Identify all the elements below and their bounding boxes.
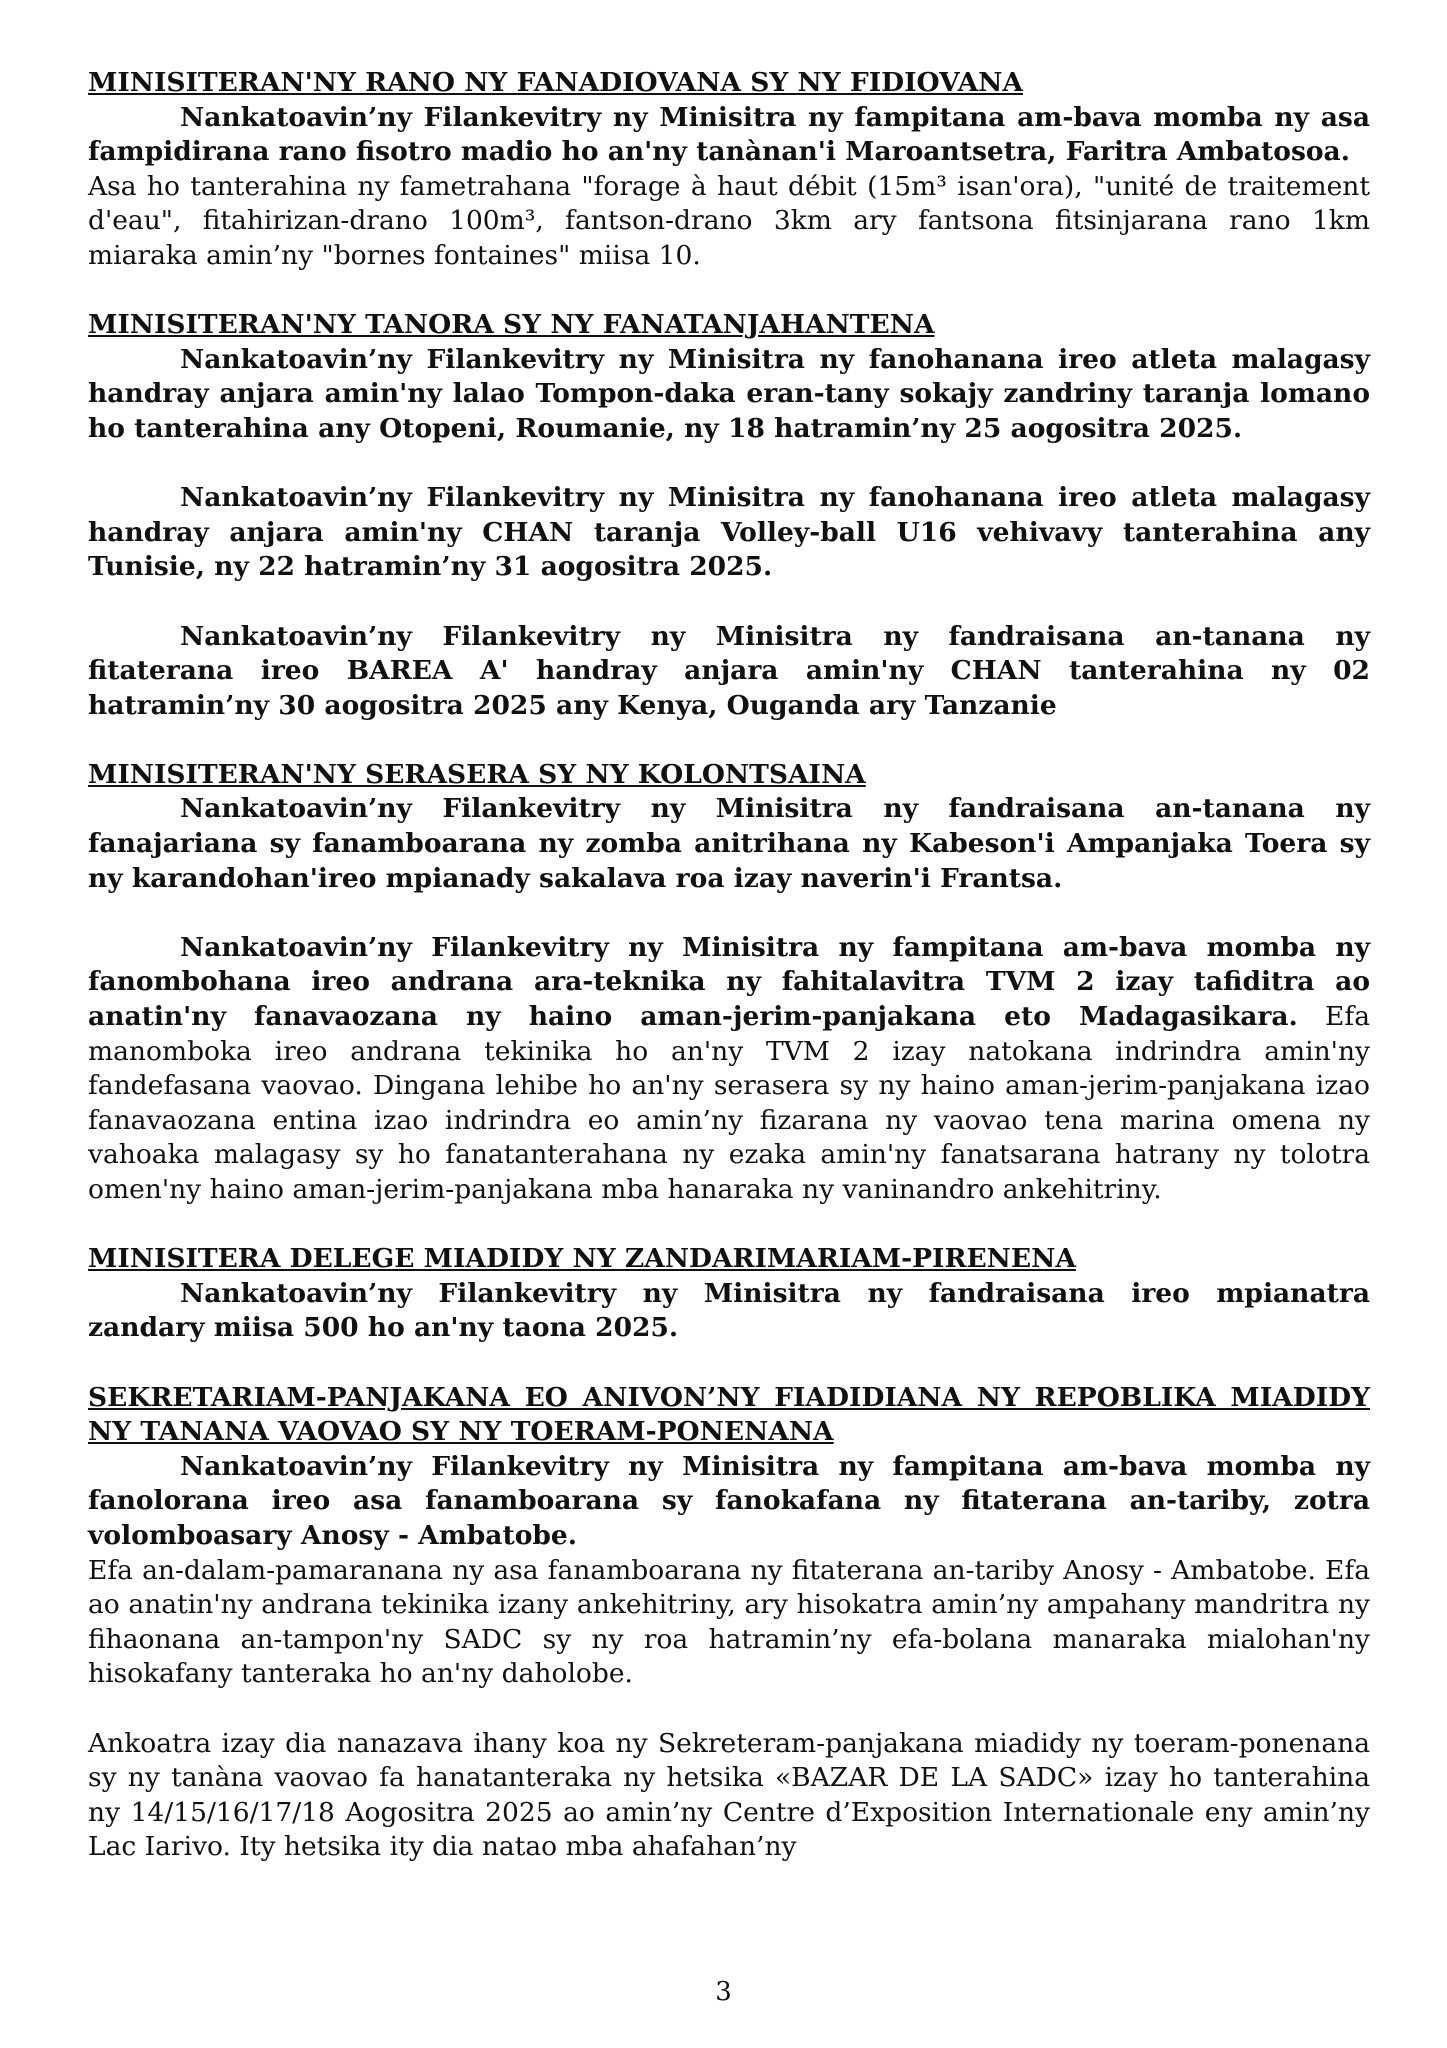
section-heading-serasera: MINISITERAN'NY SERASERA SY NY KOLONTSAINA (88, 758, 866, 790)
paragraph: Efa an-dalam-pamaranana ny asa fanamboarana ny fitaterana an-tariby Anosy - Ambatobe. Efa ao anatin'ny andrana tekinika izany ankehitriny, ary hisokatra amin’ny ampahany mandritra ny fihaonana an-tampon'ny SADC sy ny roa hatramin’ny efa-bolana manaraka mialohan'ny hisokafany tanteraka ho an'ny daholobe. (88, 1554, 1370, 1690)
spacer (88, 1208, 1370, 1243)
spacer (88, 585, 1370, 620)
paragraph: Ankoatra izay dia nanazava ihany koa ny Sekreteram-panjakana miadidy ny toeram-ponenana sy ny tanàna vaovao fa hanatanteraka ny hetsika «BAZAR DE LA SADC» izay ho tanterahina ny 14/15/16/17/18 Aogositra 2025 ao amin’ny Centre d’Exposition Internationale eny amin’ny Lac Iarivo. Ity hetsika ity dia natao mba ahafahan’ny (88, 1727, 1370, 1863)
section-heading-zandarimariam: MINISITERA DELEGE MIADIDY NY ZANDARIMARIAM-PIRENENA (88, 1243, 1076, 1275)
paragraph: Nankatoavin’ny Filankevitry ny Minisitra ny fandraisana an-tanana ny fanajariana sy fanamboarana ny zomba anitrihana ny Kabeson'i Ampanjaka Toera sy ny karandohan'ireo mpianady sakalava roa izay naverin'i Frantsa. (88, 793, 1370, 894)
paragraph: Nankatoavin’ny Filankevitry ny Minisitra ny fampitana am-bava momba ny asa fampidirana rano fisotro madio ho an'ny tanànan'i Maroantsetra, Faritra Ambatosoa. (88, 101, 1370, 168)
spacer (88, 274, 1370, 309)
paragraph-normal-part: Efa manomboka ireo andrana tekinika ho an'ny TVM 2 izay natokana indrindra amin'ny fandefasana vaovao. Dingana lehibe ho an'ny serasera sy ny haino aman-jerim-panjakana izao fanavaozana entina izao indrindra eo amin’ny fizarana ny vaovao tena marina omena ny vahoaka malagasy sy ho fanatanterahana ny ezaka amin'ny fanatsarana hatrany ny tolotra omen'ny haino aman-jerim-panjakana mba hanaraka ny vaninandro ankehitriny. (88, 1001, 1370, 1205)
paragraph: Nankatoavin’ny Filankevitry ny Minisitra ny fampitana am-bava momba ny fanolorana ireo asa fanamboarana sy fanokafana ny fitaterana an-tariby, zotra volomboasary Anosy - Ambatobe. (88, 1450, 1370, 1551)
section-heading-sekretariam: SEKRETARIAM-PANJAKANA EO ANIVON’NY FIADIDIANA NY REPOBLIKA MIADIDY NY TANANA VAOVAO SY NY TOERAM-PONENANA (88, 1381, 1370, 1448)
spacer (88, 1346, 1370, 1381)
document-page (88, 66, 1370, 1865)
paragraph: Nankatoavin’ny Filankevitry ny Minisitra ny fanohanana ireo atleta malagasy handray anjara amin'ny CHAN taranja Volley-ball U16 vehivavy tanterahina any Tunisie, ny 22 hatramin’ny 31 aogositra 2025. (88, 482, 1370, 583)
spacer (88, 723, 1370, 758)
paragraph-mixed (88, 931, 1370, 1208)
paragraph-bold-part: Nankatoavin’ny Filankevitry ny Minisitra ny fampitana am-bava momba ny fanombohana ireo andrana ara-teknika ny fahitalavitra TVM 2 izay tafiditra ao anatin'ny fanavaozana ny haino aman-jerim-panjakana eto Madagasikara. (88, 931, 1370, 1033)
section-heading-tanora: MINISITERAN'NY TANORA SY NY FANATANJAHANTENA (88, 309, 935, 341)
spacer (88, 1692, 1370, 1727)
paragraph: Asa ho tanterahina ny fametrahana "forage à haut débit (15m³ isan'ora), "unité de traitement d'eau", fitahirizan-drano 100m³, fantson-drano 3km ary fantsona fitsinjarana rano 1km miaraka amin’ny "bornes fontaines" miisa 10. (88, 170, 1370, 271)
paragraph: Nankatoavin’ny Filankevitry ny Minisitra ny fandraisana an-tanana ny fitaterana ireo BAREA A' handray anjara amin'ny CHAN tanterahina ny 02 hatramin’ny 30 aogositra 2025 any Kenya, Ouganda ary Tanzanie (88, 620, 1370, 721)
section-heading-rano: MINISITERAN'NY RANO NY FANADIOVANA SY NY FIDIOVANA (88, 67, 1023, 98)
paragraph: Nankatoavin’ny Filankevitry ny Minisitra ny fandraisana ireo mpianatra zandary miisa 500 ho an'ny taona 2025. (88, 1277, 1370, 1344)
spacer (88, 896, 1370, 931)
paragraph: Nankatoavin’ny Filankevitry ny Minisitra ny fanohanana ireo atleta malagasy handray anjara amin'ny lalao Tompon-daka eran-tany sokajy zandriny taranja lomano ho tanterahina any Otopeni, Roumanie, ny 18 hatramin’ny 25 aogositra 2025. (88, 343, 1370, 444)
page-number: 3 (715, 1977, 732, 2007)
spacer (88, 447, 1370, 482)
